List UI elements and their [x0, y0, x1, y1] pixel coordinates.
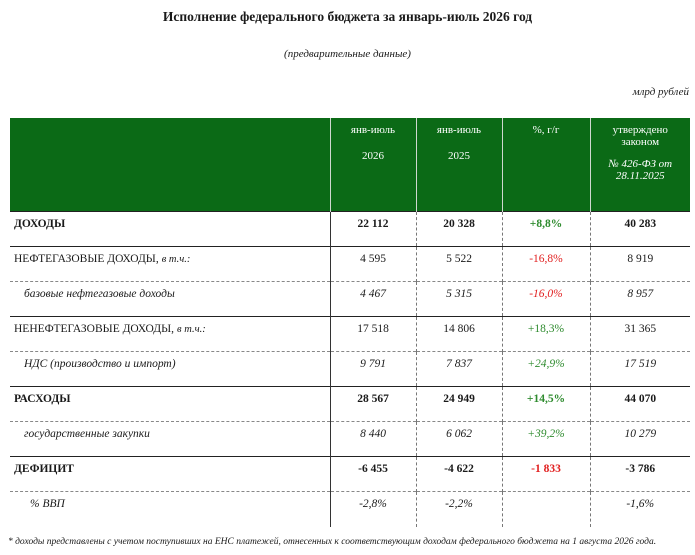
cell-v2025: -2,2% [416, 492, 502, 527]
cell-v2025: 5 522 [416, 247, 502, 282]
cell-v2026: 28 567 [330, 387, 416, 422]
cell-pct: +18,3% [502, 317, 590, 352]
table-row [10, 457, 690, 492]
footnote: * доходы представлены с учетом поступивших на ЕНС платежей, отнесенных к соответствующим доходам федерального бюджета на 1 августа 2026 года. [8, 537, 657, 547]
cell-v2025: 5 315 [416, 282, 502, 317]
cell-v2026: 22 112 [330, 212, 416, 247]
row-label-text: НЕФТЕГАЗОВЫЕ ДОХОДЫ, [14, 253, 159, 265]
cell-v2025: 6 062 [416, 422, 502, 457]
cell-approved: 40 283 [590, 212, 690, 247]
cell-v2026: 9 791 [330, 352, 416, 387]
cell-v2025: 20 328 [416, 212, 502, 247]
header-2026-period: янв-июль [350, 124, 396, 136]
row-label [10, 212, 330, 247]
cell-approved: -1,6% [590, 492, 690, 527]
cell-v2025: 14 806 [416, 317, 502, 352]
cell-v2025: 7 837 [416, 352, 502, 387]
budget-table [10, 118, 690, 527]
cell-v2026: -2,8% [330, 492, 416, 527]
row-label [10, 282, 330, 317]
header-2025 [416, 118, 502, 212]
cell-pct: +8,8% [502, 212, 590, 247]
header-2025-period: янв-июль [436, 124, 482, 136]
header-approved-line2: законом [621, 136, 660, 148]
header-2025-year: 2025 [448, 150, 470, 162]
table-row [10, 352, 690, 387]
cell-approved: 44 070 [590, 387, 690, 422]
header-approved-line1: утверждено [612, 124, 668, 136]
header-pct-label: %, г/г [532, 124, 560, 136]
table-row [10, 212, 690, 247]
header-approved [590, 118, 690, 212]
cell-v2025: 24 949 [416, 387, 502, 422]
cell-approved: 8 957 [590, 282, 690, 317]
row-label-text: РАСХОДЫ [14, 393, 71, 405]
page-title: Исполнение федерального бюджета за январь-июль 2026 год [162, 9, 533, 24]
row-label-text: базовые нефтегазовые доходы [24, 288, 175, 300]
header-approved-law: № 426-ФЗ от 28.11.2025 [608, 158, 673, 182]
header-empty-cell [10, 118, 330, 212]
cell-approved: 17 519 [590, 352, 690, 387]
page-subtitle: (предварительные данные) [284, 48, 411, 60]
cell-approved: 31 365 [590, 317, 690, 352]
cell-v2026: 17 518 [330, 317, 416, 352]
row-label-text: ДОХОДЫ [14, 218, 66, 230]
row-label-text: НЕНЕФТЕГАЗОВЫЕ ДОХОДЫ, [14, 323, 175, 335]
cell-v2026: 8 440 [330, 422, 416, 457]
cell-v2026: 4 467 [330, 282, 416, 317]
cell-v2026: -6 455 [330, 457, 416, 492]
cell-pct: +14,5% [502, 387, 590, 422]
table-header [10, 118, 690, 212]
row-label-text: % ВВП [30, 498, 65, 510]
cell-pct: -1 833 [502, 457, 590, 492]
table-row [10, 422, 690, 457]
row-label [10, 352, 330, 387]
header-2026-year: 2026 [362, 150, 384, 162]
row-label-text: ДЕФИЦИТ [14, 463, 74, 475]
cell-v2025: -4 622 [416, 457, 502, 492]
table-row [10, 387, 690, 422]
table-row [10, 317, 690, 352]
row-label [10, 317, 330, 352]
row-label [10, 247, 330, 282]
cell-pct: -16,0% [502, 282, 590, 317]
cell-approved: 8 919 [590, 247, 690, 282]
cell-pct: -16,8% [502, 247, 590, 282]
unit-label: млрд рублей [632, 86, 689, 98]
row-label-text: государственные закупки [24, 428, 150, 440]
header-pct [502, 118, 590, 212]
row-label [10, 387, 330, 422]
row-label-suffix: в т.ч.: [177, 324, 206, 335]
header-2026 [330, 118, 416, 212]
cell-pct: +39,2% [502, 422, 590, 457]
cell-v2026: 4 595 [330, 247, 416, 282]
row-label-suffix: в т.ч.: [161, 254, 191, 265]
cell-approved: 10 279 [590, 422, 690, 457]
cell-pct: +24,9% [502, 352, 590, 387]
row-label [10, 492, 330, 527]
row-label [10, 457, 330, 492]
row-label [10, 422, 330, 457]
cell-approved: -3 786 [590, 457, 690, 492]
table-row [10, 282, 690, 317]
row-label-text: НДС (производство и импорт) [24, 358, 176, 370]
table-row [10, 247, 690, 282]
table-row [10, 492, 690, 527]
cell-pct [502, 492, 590, 527]
table-body [10, 212, 690, 527]
